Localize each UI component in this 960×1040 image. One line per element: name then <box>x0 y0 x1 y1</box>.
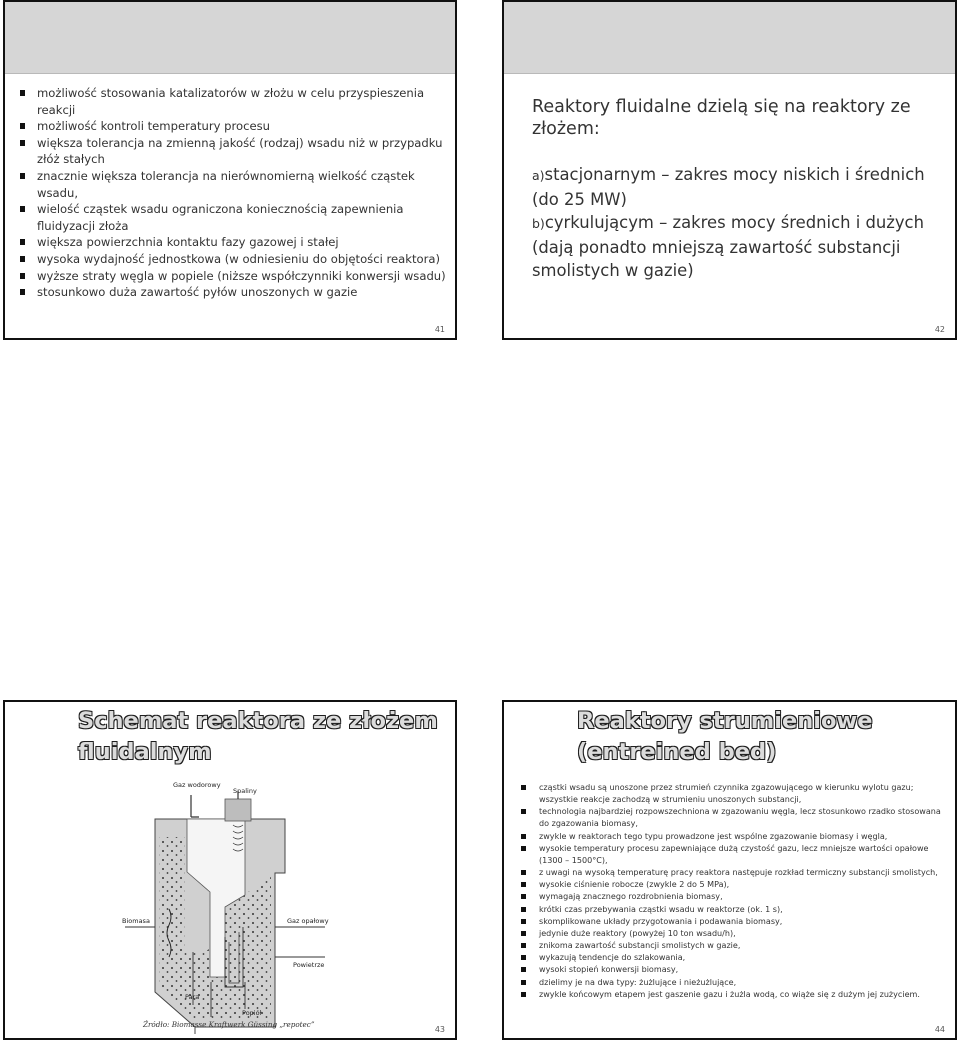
list-item: skomplikowane układy przygotowania i podawania biomasy, <box>518 916 950 928</box>
list-item: większa tolerancja na zmienną jakość (rodzaj) wsadu niż w przypadku złóż stałych <box>19 135 449 168</box>
list-item: większa powierzchnia kontaktu fazy gazowej i stałej <box>19 234 449 251</box>
list-item: krótki czas przebywania cząstki wsadu w reaktorze (ok. 1 s), <box>518 904 950 916</box>
item-marker: b) <box>532 216 545 231</box>
list-item: znikoma zawartość substancji smolistych w gazie, <box>518 940 950 952</box>
label-gaz-opalowy: Gaz opałowy <box>287 917 329 925</box>
list-item: możliwość kontroli temperatury procesu <box>19 118 449 135</box>
list-item: technologia najbardziej rozpowszechniona w zgazowaniu węgla, lecz stosunkowo rzadko stosowana do zgazowania biomasy, <box>518 806 950 830</box>
list-item: wielość cząstek wsadu ograniczona koniecznością zapewnienia fluidyzacji złoża <box>19 201 449 234</box>
bullet-list <box>518 782 950 1001</box>
item-text: cyrkulującym – zakres mocy średnich i dużych (dają ponadto mniejszą zawartość substancji smolistych w gazie) <box>532 213 924 280</box>
label-para: Para <box>185 993 200 1001</box>
reactor-diagram <box>122 777 345 1035</box>
list-item: wysokie temperatury procesu zapewniające dużą czystość gazu, lecz mniejsze wartości opałowe (1300 – 1500°C), <box>518 843 950 867</box>
slide-body <box>532 96 947 283</box>
label-powietrze: Powietrze <box>293 961 325 969</box>
slide-title: Schemat reaktora ze złożem fluidalnym <box>78 708 438 765</box>
slide-header-band <box>5 2 455 74</box>
list-item: zwykle końcowym etapem jest gaszenie gazu i żużla wodą, co wiąże się z dużym jej zużyciem. <box>518 989 950 1001</box>
flue-gas-outlet <box>225 799 251 821</box>
list-item: stosunkowo duża zawartość pyłów unoszonych w gazie <box>19 284 449 301</box>
list-item: z uwagi na wysoką temperaturę pracy reaktora następuje rozkład termiczny substancji smolistych, <box>518 867 950 879</box>
item-text: stacjonarnym – zakres mocy niskich i średnich (do 25 MW) <box>532 165 925 209</box>
item-marker: a) <box>532 168 545 183</box>
list-item: wykazują tendencje do szlakowania, <box>518 952 950 964</box>
page-number: 44 <box>934 1025 945 1034</box>
reactor-diagram-svg <box>122 777 345 1035</box>
slide-43 <box>3 700 457 1040</box>
list-item: wysokie ciśnienie robocze (zwykle 2 do 5 MPa), <box>518 879 950 891</box>
bullet-list <box>19 85 449 301</box>
list-item: cząstki wsadu są unoszone przez strumień czynnika zgazowującego w kierunku wylotu gazu; wszystkie reakcje zachodzą w strumieniu unoszonych substancji, <box>518 782 950 806</box>
reactor-type-item <box>532 163 947 211</box>
label-biomasa: Biomasa <box>122 917 150 925</box>
list-item: wyższe straty węgla w popiele (niższe współczynniki konwersji wsadu) <box>19 268 449 285</box>
slide-intro: Reaktory fluidalne dzielą się na reaktory ze złożem: <box>532 97 911 139</box>
source-caption: Źródło: Biomasse Kraftwerk Güssing „repotec” <box>143 1020 315 1029</box>
list-item: dzielimy je na dwa typy: żużlujące i nieżużlujące, <box>518 977 950 989</box>
label-popiol: Popiół <box>242 1009 262 1017</box>
reactor-type-item <box>532 211 947 283</box>
page-number: 42 <box>934 325 945 334</box>
slide-44 <box>502 700 957 1040</box>
list-item: wysoki stopień konwersji biomasy, <box>518 964 950 976</box>
list-item: możliwość stosowania katalizatorów w złożu w celu przyspieszenia reakcji <box>19 85 449 118</box>
list-item: wymagają znacznego rozdrobnienia biomasy, <box>518 891 950 903</box>
slide-41 <box>3 0 457 340</box>
slide-header-band <box>504 2 955 74</box>
label-spaliny: Spaliny <box>233 787 257 795</box>
page-number: 41 <box>434 325 445 334</box>
list-item: wysoka wydajność jednostkowa (w odniesieniu do objętości reaktora) <box>19 251 449 268</box>
list-item: zwykle w reaktorach tego typu prowadzone jest wspólne zgazowanie biomasy i węgla, <box>518 831 950 843</box>
slide-title: Reaktory strumieniowe (entreined bed) <box>577 708 873 765</box>
list-item: znacznie większa tolerancja na nierównomierną wielkość cząstek wsadu, <box>19 168 449 201</box>
list-item: jedynie duże reaktory (powyżej 10 ton wsadu/h), <box>518 928 950 940</box>
page-number: 43 <box>434 1025 445 1034</box>
slide-42 <box>502 0 957 340</box>
label-gaz-wodorowy: Gaz wodorowy <box>173 781 221 789</box>
